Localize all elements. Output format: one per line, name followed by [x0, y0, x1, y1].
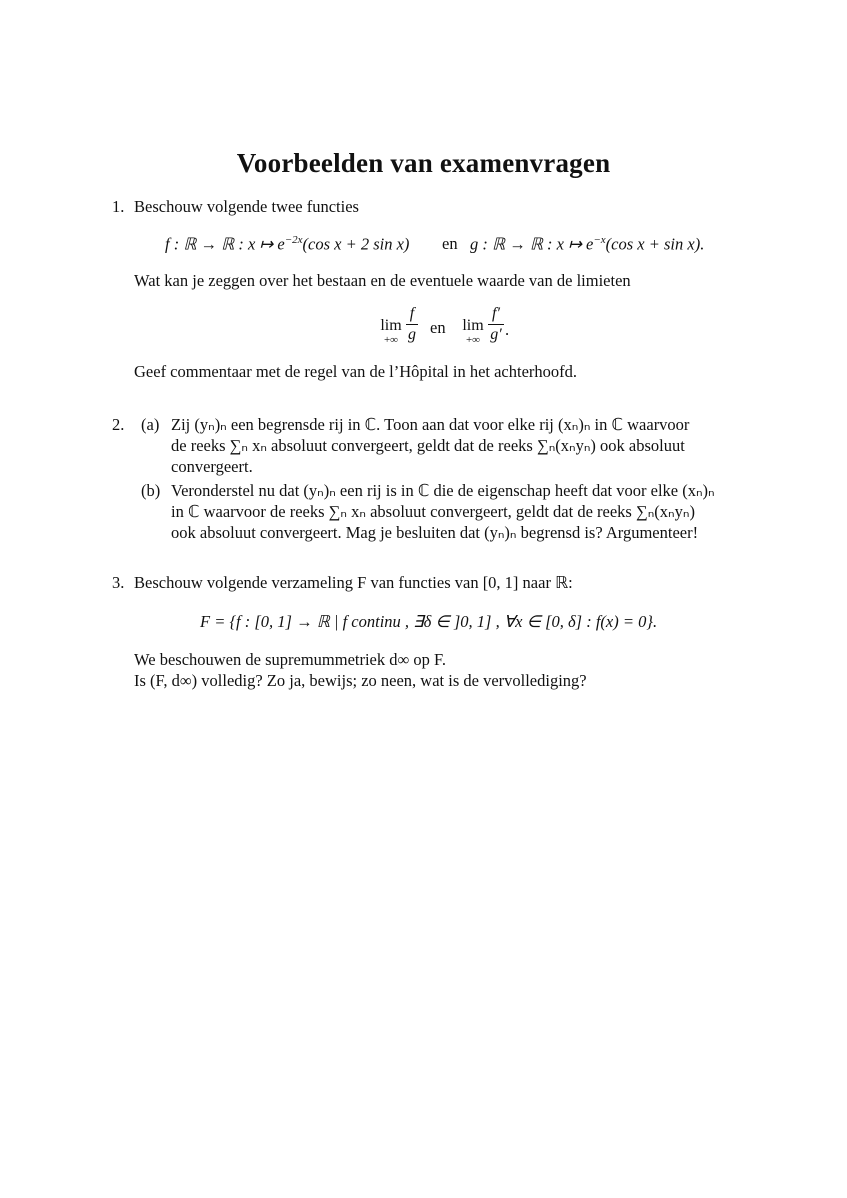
q3-set-definition: F = {f : [0, 1] → ℝ | f continu , ∃δ ∈ ]0, 1] , ∀x ∈ [0, δ] : f(x) = 0}. [200, 612, 658, 631]
q1-f-definition [165, 234, 409, 255]
q1-g-def: g : ℝ → ℝ : x ↦ e [470, 234, 594, 254]
q1-limits-en: en [430, 318, 446, 337]
q2-b-line-3: ook absoluut convergeert. Mag je besluiten dat (yₙ)ₙ begrensd is? Argumenteer! [171, 523, 699, 542]
lim-sub-1: +∞ [383, 334, 399, 346]
q1-intro: Beschouw volgende twee functies [134, 197, 359, 216]
q1-question: Wat kan je zeggen over het bestaan en de eventuele waarde van de limieten [134, 271, 631, 290]
q1-comment: Geef commentaar met de regel van de l’Hôpital in het achterhoofd. [134, 362, 578, 381]
frac1-bar [406, 324, 418, 325]
q2-b-label: (b) [141, 481, 161, 500]
q1-f-tail: (cos x + 2 sin x) [302, 234, 410, 254]
q2-number: 2. [112, 415, 125, 434]
frac2-numerator: f′ [492, 305, 500, 322]
q1-limits-period: . [505, 320, 510, 339]
q1-limit-2 [460, 318, 486, 346]
q2-b-line-2: in ℂ waarvoor de reeks ∑ₙ xₙ absoluut convergeert, geldt dat de reeks ∑ₙ(xₙyₙ) [171, 502, 695, 521]
q1-g-tail: (cos x + sin x). [605, 234, 705, 254]
q3-number: 3. [112, 573, 125, 592]
q3-line-1: We beschouwen de supremummetriek d∞ op F. [134, 650, 447, 669]
q2-a-label: (a) [141, 415, 160, 434]
frac2-denominator: g′ [490, 326, 502, 343]
q1-number: 1. [112, 197, 125, 216]
q1-en-connector: en [442, 234, 458, 253]
q2-b-line-1: Veronderstel nu dat (yₙ)ₙ een rij is in ℂ die de eigenschap heeft dat voor elke (xₙ)ₙ [171, 481, 715, 500]
q1-fraction-fprime-over-gprime [488, 305, 504, 344]
q1-limit-1 [378, 318, 404, 346]
q1-g-definition [470, 234, 704, 255]
q3-intro: Beschouw volgende verzameling F van functies van [0, 1] naar ℝ: [134, 573, 573, 592]
frac1-numerator: f [409, 305, 415, 322]
lim-sub-2: +∞ [465, 334, 481, 346]
q1-fraction-f-over-g [406, 305, 418, 344]
q1-g-exponent: −x [593, 234, 606, 246]
frac1-denominator: g [408, 326, 416, 343]
q1-f-exponent: −2x [284, 234, 303, 246]
q2-a-line-3: convergeert. [171, 457, 253, 476]
q3-line-2: Is (F, d∞) volledig? Zo ja, bewijs; zo neen, wat is de vervollediging? [134, 671, 587, 690]
q2-a-line-2: de reeks ∑ₙ xₙ absoluut convergeert, geldt dat de reeks ∑ₙ(xₙyₙ) ook absoluut [171, 436, 685, 455]
lim-word-1: lim [380, 317, 402, 334]
frac2-bar [488, 324, 504, 325]
lim-word-2: lim [462, 317, 484, 334]
q1-f-def: f : ℝ → ℝ : x ↦ e [165, 234, 285, 254]
q2-a-line-1: Zij (yₙ)ₙ een begrensde rij in ℂ. Toon aan dat voor elke rij (xₙ)ₙ in ℂ waarvoor [171, 415, 690, 434]
page-title: Voorbeelden van examenvragen [236, 148, 611, 178]
